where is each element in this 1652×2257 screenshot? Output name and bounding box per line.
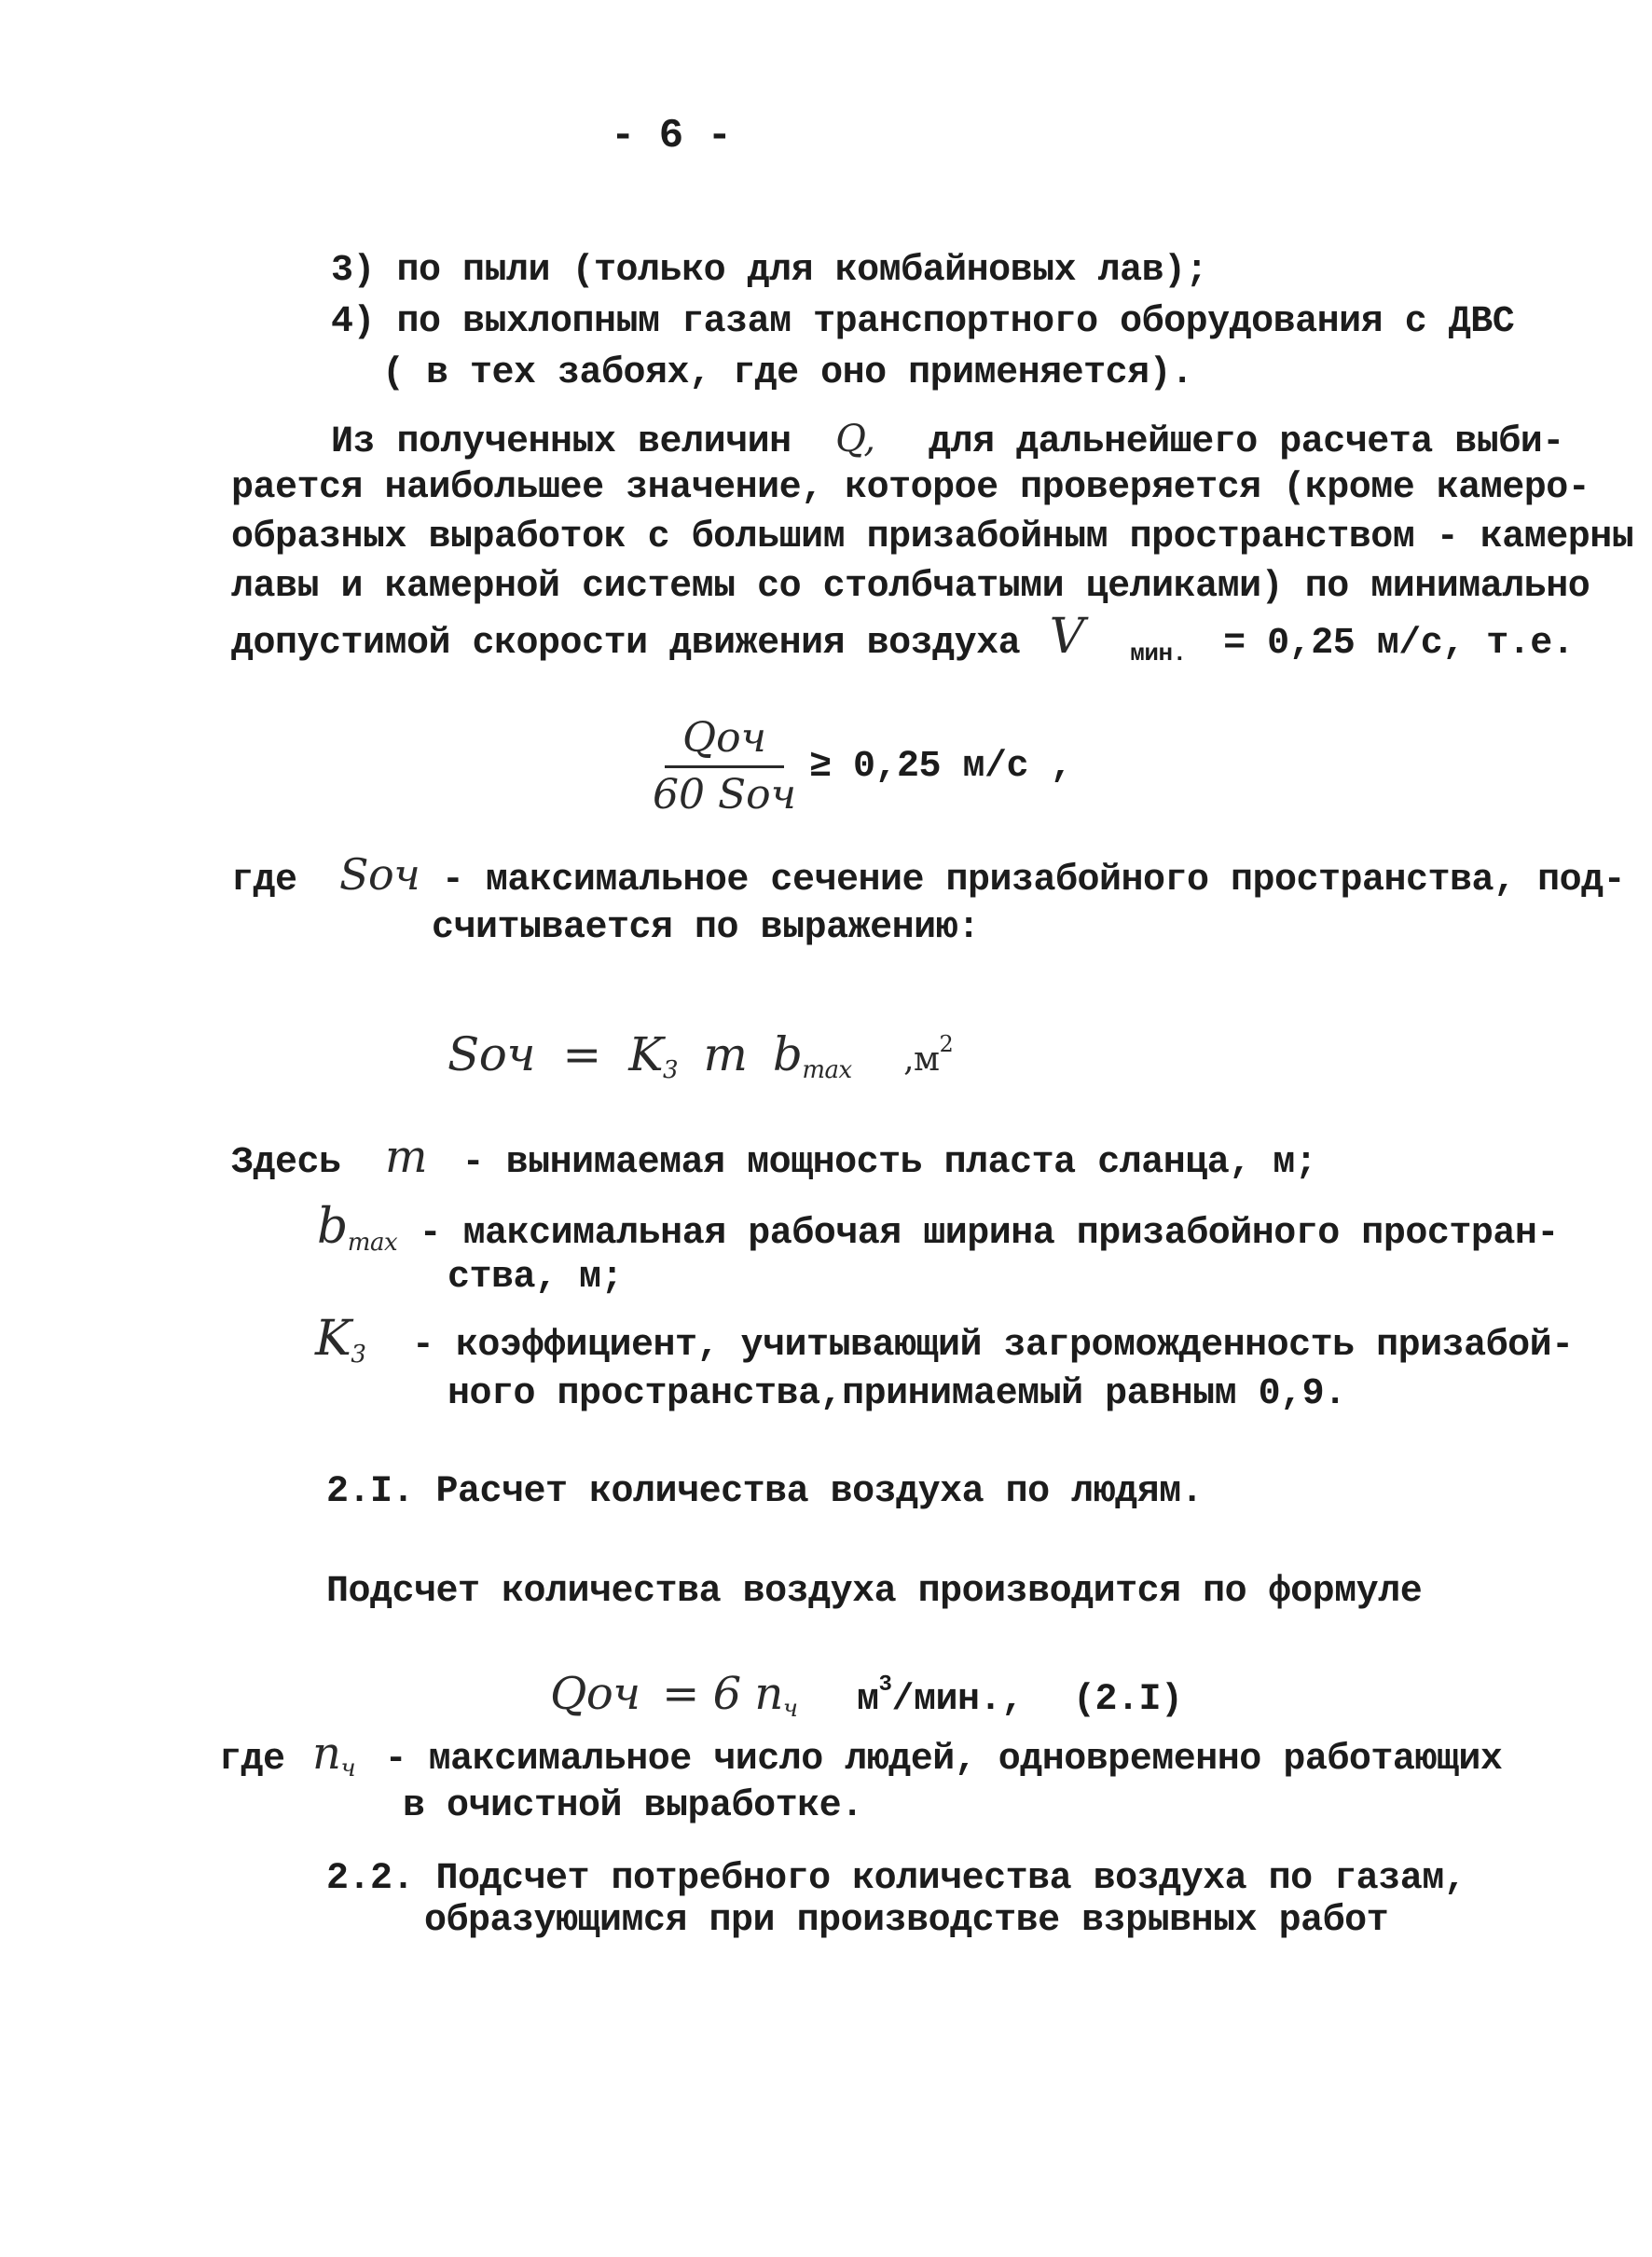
symbol-v-subscript: мин. xyxy=(1130,640,1187,667)
symbol-b-subscript: max xyxy=(347,1229,398,1257)
def-k-line2: ного пространства,принимаемый равным 0,9. xyxy=(447,1373,1346,1415)
section-2-1-where-lead: где xyxy=(219,1739,285,1781)
para1-line5-start: допустимой скорости движения воздуха xyxy=(231,623,1021,665)
formula3-lhs: Qоч xyxy=(550,1668,640,1720)
para1-line3: образных выработок с большим призабойным пространством - камерны xyxy=(231,516,1634,558)
formula-section-area xyxy=(447,1012,953,1103)
where-lead: где xyxy=(231,860,297,901)
section-2-2-heading-line2: образующимся при производстве взрывных работ xyxy=(424,1900,1389,1942)
defs-lead: Здесь xyxy=(231,1142,341,1184)
def-m-text: - вынимаемая мощность пласта сланца, м; xyxy=(461,1142,1317,1184)
symbol-b: b xyxy=(317,1199,348,1255)
section-2-1-heading: 2.I. Расчет количества воздуха по людям. xyxy=(326,1471,1204,1513)
formula2-m: m xyxy=(703,1027,748,1081)
formula3-unit: м xyxy=(857,1679,879,1721)
formula2-eq: = xyxy=(562,1027,601,1081)
formula3-number: (2.I) xyxy=(1072,1679,1183,1721)
formula2-lhs: Sоч xyxy=(447,1027,535,1081)
list-item-4-line1: 4) по выхлопным газам транспортного оборудования с ДВС xyxy=(331,301,1515,343)
def-k-line1 xyxy=(315,1311,1574,1379)
def-k-text-line1: - коэффициент, учитывающий загроможденность призабой- xyxy=(411,1325,1574,1367)
list-item-4-line2: ( в тех забоях, где оно применяется). xyxy=(382,352,1193,394)
para1-line5 xyxy=(231,609,1575,678)
where-line2: считывается по выражению: xyxy=(432,907,980,949)
para1-line5-end: = 0,25 м/с, т.е. xyxy=(1223,623,1575,665)
para1-line1-end: для дальнейшего расчета выби- xyxy=(929,421,1564,463)
formula2-unit: ,м xyxy=(903,1040,940,1079)
where-line1 xyxy=(231,850,1625,905)
symbol-n-subscript: ч xyxy=(340,1755,356,1782)
def-b-line2: ства, м; xyxy=(447,1257,624,1299)
page-number: - 6 - xyxy=(611,113,732,159)
formula-numerator: Qоч xyxy=(682,714,766,762)
where-text-line1: - максимальное сечение призабойного пространства, под- xyxy=(441,860,1626,901)
formula-denominator: 60 Sоч xyxy=(653,771,796,819)
symbol-s: Sоч xyxy=(339,849,420,900)
formula3-unit-sup: 3 xyxy=(878,1672,892,1698)
def-m xyxy=(231,1133,1316,1188)
para1-line1-start: Из полученных величин xyxy=(331,421,792,463)
formula-velocity-check xyxy=(653,713,1072,820)
def-b-text-line1: - максимальная рабочая ширина призабойного простран- xyxy=(419,1213,1559,1255)
formula3-rhs: = 6 n xyxy=(662,1668,783,1720)
fraction-bar xyxy=(665,765,784,768)
para1-line2: рается наибольшее значение, которое проверяется (кроме камеро- xyxy=(231,467,1590,509)
section-2-2-heading-line1: 2.2. Подсчет потребного количества воздуха по газам, xyxy=(326,1858,1466,1900)
formula2-unit-sup: 2 xyxy=(939,1031,954,1057)
list-item-3: 3) по пыли (только для комбайновых лав); xyxy=(331,250,1208,292)
formula3-unit-tail: /мин., xyxy=(891,1679,1024,1721)
formula3-n-subscript: ч xyxy=(782,1695,798,1723)
section-2-1-where-line2: в очистной выработке. xyxy=(403,1785,863,1827)
symbol-q: Q, xyxy=(835,418,875,461)
formula2-k-subscript: 3 xyxy=(663,1056,679,1084)
para1-line1 xyxy=(331,415,1564,467)
symbol-k-subscript: 3 xyxy=(351,1341,366,1369)
section-2-1-where-text-line1: - максимальное число людей, одновременно работающих xyxy=(384,1739,1503,1781)
formula-people xyxy=(550,1661,1183,1733)
symbol-k: K xyxy=(315,1311,351,1367)
formula-rhs: ≥ 0,25 м/с , xyxy=(808,745,1073,788)
para1-line4: лавы и камерной системы со столбчатыми целиками) по минимально xyxy=(231,566,1590,608)
symbol-n: n xyxy=(312,1727,341,1780)
symbol-v: V xyxy=(1049,609,1084,665)
formula2-k: K xyxy=(628,1027,664,1081)
formula2-b: b xyxy=(772,1027,803,1081)
formula2-b-subscript: max xyxy=(802,1056,852,1084)
section-2-1-intro: Подсчет количества воздуха производится по формуле xyxy=(326,1571,1423,1613)
symbol-m: m xyxy=(385,1131,428,1183)
